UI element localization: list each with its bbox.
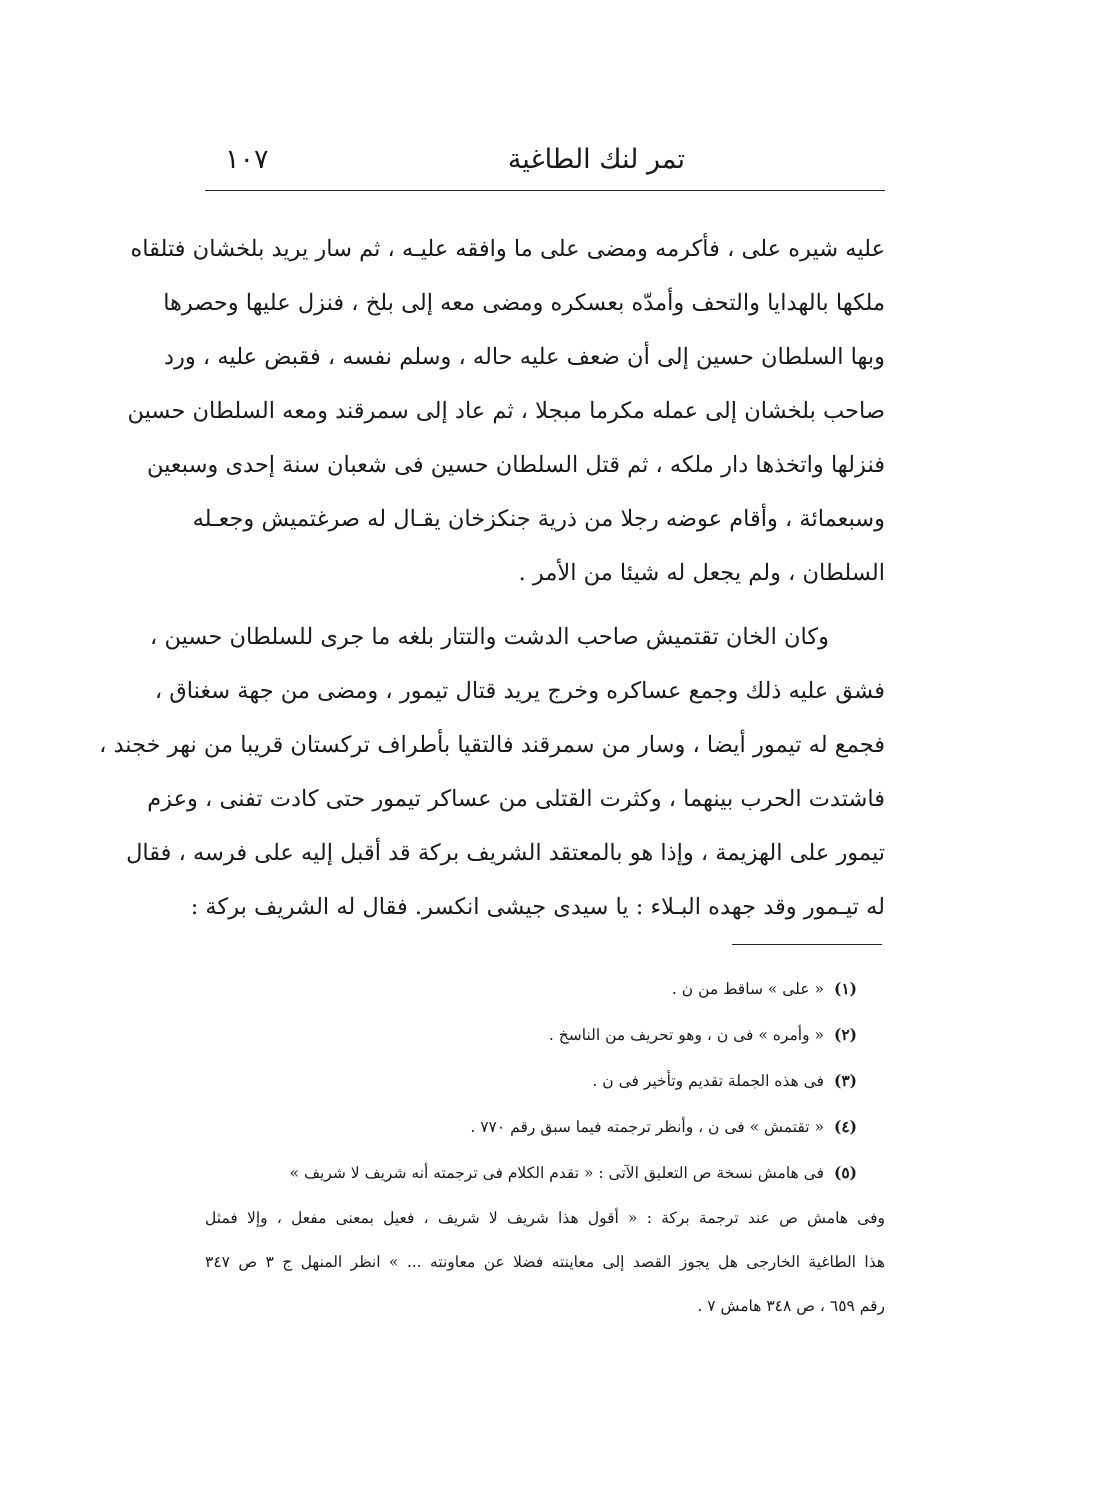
running-header [205,140,885,186]
footnote-number: (٣) [833,1071,857,1090]
running-title: تمر لنك الطاغية [507,144,685,175]
page-number: ١٠٧ [225,144,269,175]
footnote [205,966,885,1012]
footnote [205,1058,885,1104]
body-line: فجمع له تيمور أيضا ، وسار من سمرقند فالتقيا بأطراف تركستان قريبا من نهر خجند ، [99,732,885,758]
body-line: صاحب بلخشان إلى عمله مكرما مبجلا ، ثم عاد إلى سمرقند ومعه السلطان حسين [127,398,885,424]
footnote-text: « على » ساقط من ن . [671,980,824,998]
paragraph-gap [205,600,885,610]
footnote-continuation: رقم ٦٥٩ ، ص ٣٤٨ هامش ٧ . [697,1297,885,1315]
body-line: ملكها بالهدايا والتحف وأمدّه بعسكره ومضى معه إلى بلخ ، فنزل عليها وحصرها [163,290,885,316]
footnote-rule [732,944,882,945]
footnotes [205,966,885,1328]
footnote-continuation: هذا الطاغية الخارجى هل يجوز القصد إلى معاينته فضلا عن معاونته ... » انظر المنهل ج ٣ ص ٣٤٧ [205,1253,886,1271]
body-line: وبها السلطان حسين إلى أن ضعف عليه حاله ، وسلم نفسه ، فقبض عليه ، ورد [164,344,885,370]
body-line: فنزلها واتخذها دار ملكه ، ثم قتل السلطان حسين فى شعبان سنة إحدى وسبعين [147,452,885,478]
header-rule [205,190,885,191]
footnote-text: « وأمره » فى ن ، وهو تحريف من الناسخ . [548,1026,824,1044]
footnote-number: (٤) [833,1117,857,1136]
body-line: وكان الخان تقتميش صاحب الدشت والتتار بلغه ما جرى للسلطان حسين ، [150,624,829,650]
footnote [205,1104,885,1150]
body-line: عليه شيره على ، فأكرمه ومضى على ما وافقه عليـه ، ثم سار يريد بلخشان فتلقاه [130,236,885,262]
footnote [205,1012,885,1058]
body-line: له تيـمور وقد جهده البـلاء : يا سيدى جيشى انكسر. فقال له الشريف بركة : [190,894,885,920]
body-text [99,222,885,934]
body-line: تيمور على الهزيمة ، وإذا هو بالمعتقد الشريف بركة قد أقبل إليه على فرسه ، فقال [126,840,885,866]
body-line: فشق عليه ذلك وجمع عساكره وخرج يريد قتال تيمور ، ومضى من جهة سغناق ، [154,678,885,704]
footnote-number: (١) [833,979,857,998]
footnote-number: (٥) [833,1163,857,1182]
footnote-text: « تقتمش » فى ن ، وأنظر ترجمته فيما سبق رقم ٧٧٠ . [470,1118,824,1136]
footnote-text: فى هذه الجملة تقديم وتأخير فى ن . [592,1072,824,1090]
body-line: السلطان ، ولم يجعل له شيئا من الأمر . [518,560,885,586]
body-line: وسبعمائة ، وأقام عوضه رجلا من ذرية جنكزخان يقـال له صرغتميش وجعـله [192,506,885,532]
footnote-text: فى هامش نسخة ص التعليق الآتى : « تقدم الكلام فى ترجمته أنه شريف لا شريف » [289,1164,824,1182]
footnote-number: (٢) [833,1025,857,1044]
body-line: فاشتدت الحرب بينهما ، وكثرت القتلى من عساكر تيمور حتى كادت تفنى ، وعزم [147,786,885,812]
footnote-continuation: وفى هامش ص عند ترجمة بركة : « أقول هذا شريف لا شريف ، فعيل بمعنى مفعل ، وإلا فمثل [205,1209,885,1227]
footnote [205,1150,885,1196]
